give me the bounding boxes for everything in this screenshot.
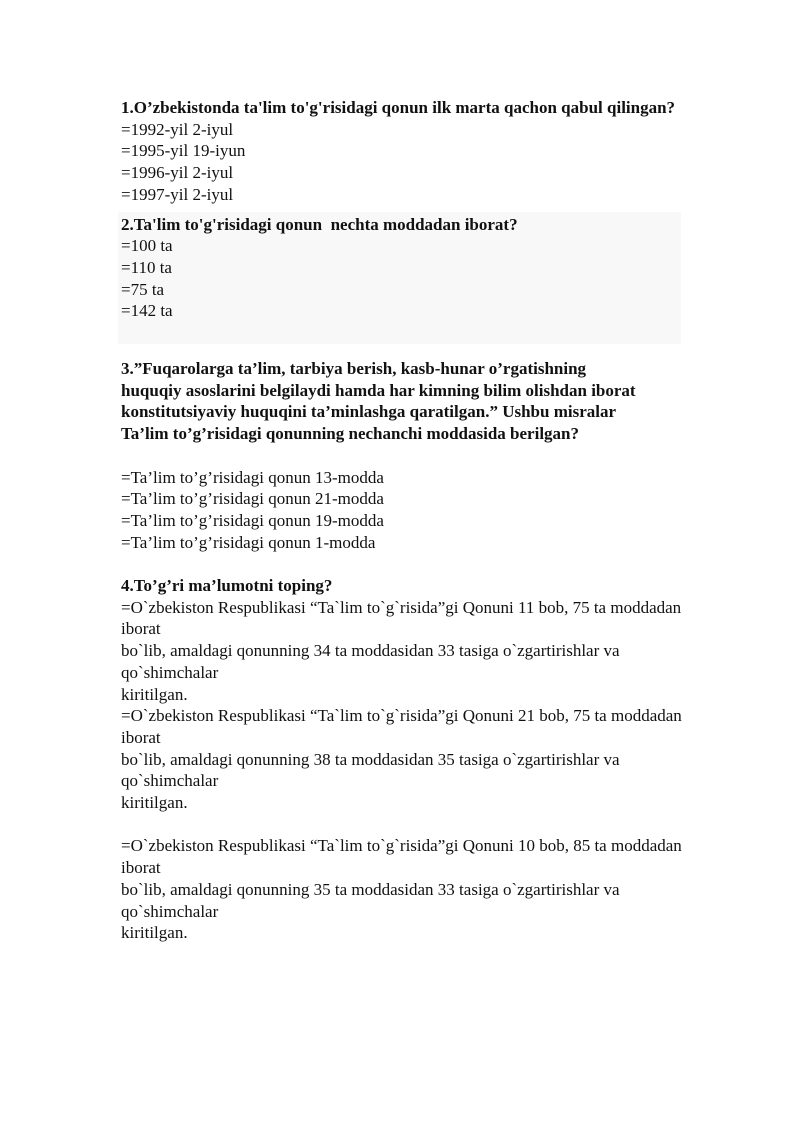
spacer xyxy=(121,445,691,467)
option-3-line-1: =O`zbekiston Respublikasi “Ta`lim to`g`risida”gi Qonuni 10 bob, 85 ta moddadan iborat xyxy=(121,836,682,878)
option-1-line-2: bo`lib, amaldagi qonunning 34 ta moddasidan 33 tasiga o`zgartirishlar va qo`shimchalar xyxy=(121,641,620,682)
document-page xyxy=(121,97,691,944)
question-2 xyxy=(118,212,681,345)
question-1-text: 1.O’zbekistonda ta'lim to'g'risidagi qonun ilk marta qachon qabul qilingan? xyxy=(121,98,676,117)
question-3-option-3: =Ta’lim to’g’risidagi qonun 19-modda xyxy=(121,510,384,530)
option-1-line-3: kiritilgan. xyxy=(121,684,188,704)
question-2-option-1: =100 ta xyxy=(121,236,173,256)
spacer xyxy=(121,814,691,836)
question-3-option-1: =Ta’lim to’g’risidagi qonun 13-modda xyxy=(121,467,384,487)
question-2-option-3: =75 ta xyxy=(121,279,165,299)
option-2-line-2: bo`lib, amaldagi qonunning 38 ta moddasidan 35 tasiga o`zgartirishlar va qo`shimchalar xyxy=(121,749,620,791)
question-1-option-3: =1996-yil 2-iyul xyxy=(121,163,234,183)
question-1 xyxy=(121,97,691,206)
question-4 xyxy=(121,575,691,944)
option-3-line-2: bo`lib, amaldagi qonunning 35 ta moddasidan 33 tasiga o`zgartirishlar va qo`shimchalar xyxy=(121,879,620,921)
question-3 xyxy=(121,358,691,553)
question-2-option-4: =142 ta xyxy=(121,301,173,321)
question-4-option-2 xyxy=(121,705,691,814)
spacer xyxy=(121,553,691,575)
question-4-option-1 xyxy=(121,597,691,706)
spacer xyxy=(121,344,691,358)
question-1-option-2: =1995-yil 19-iyun xyxy=(121,141,246,161)
question-3-text: 3.”Fuqarolarga ta’lim, tarbiya berish, kasb-hunar o’rgatishning huquqiy asoslarini belgilaydi hamda har kimning bilim olishdan iborat konstitutsiyaviy huquqini ta’minlashga qaratilgan.” Ushbu misralar Ta’lim to’g’risidagi qonunning nechanchi moddasida berilgan? xyxy=(121,359,636,444)
question-2-text: 2.Ta'lim to'g'risidagi qonun nechta moddadan iborat? xyxy=(121,214,518,234)
question-1-option-4: =1997-yil 2-iyul xyxy=(121,184,234,204)
option-3-line-3: kiritilgan. xyxy=(121,923,188,943)
option-2-line-1: =O`zbekiston Respublikasi “Ta`lim to`g`risida”gi Qonuni 21 bob, 75 ta moddadan iborat xyxy=(121,706,682,747)
question-2-option-2: =110 ta xyxy=(121,257,172,277)
question-4-option-3 xyxy=(121,835,691,944)
question-4-text: 4.To’g’ri ma’lumotni toping? xyxy=(121,576,333,596)
question-1-option-1: =1992-yil 2-iyul xyxy=(121,119,234,139)
option-2-line-3: kiritilgan. xyxy=(121,793,188,813)
option-1-line-1: =O`zbekiston Respublikasi “Ta`lim to`g`risida”gi Qonuni 11 bob, 75 ta moddadan iborat xyxy=(121,597,682,639)
question-3-option-4: =Ta’lim to’g’risidagi qonun 1-modda xyxy=(121,532,376,552)
question-3-option-2: =Ta’lim to’g’risidagi qonun 21-modda xyxy=(121,489,384,509)
